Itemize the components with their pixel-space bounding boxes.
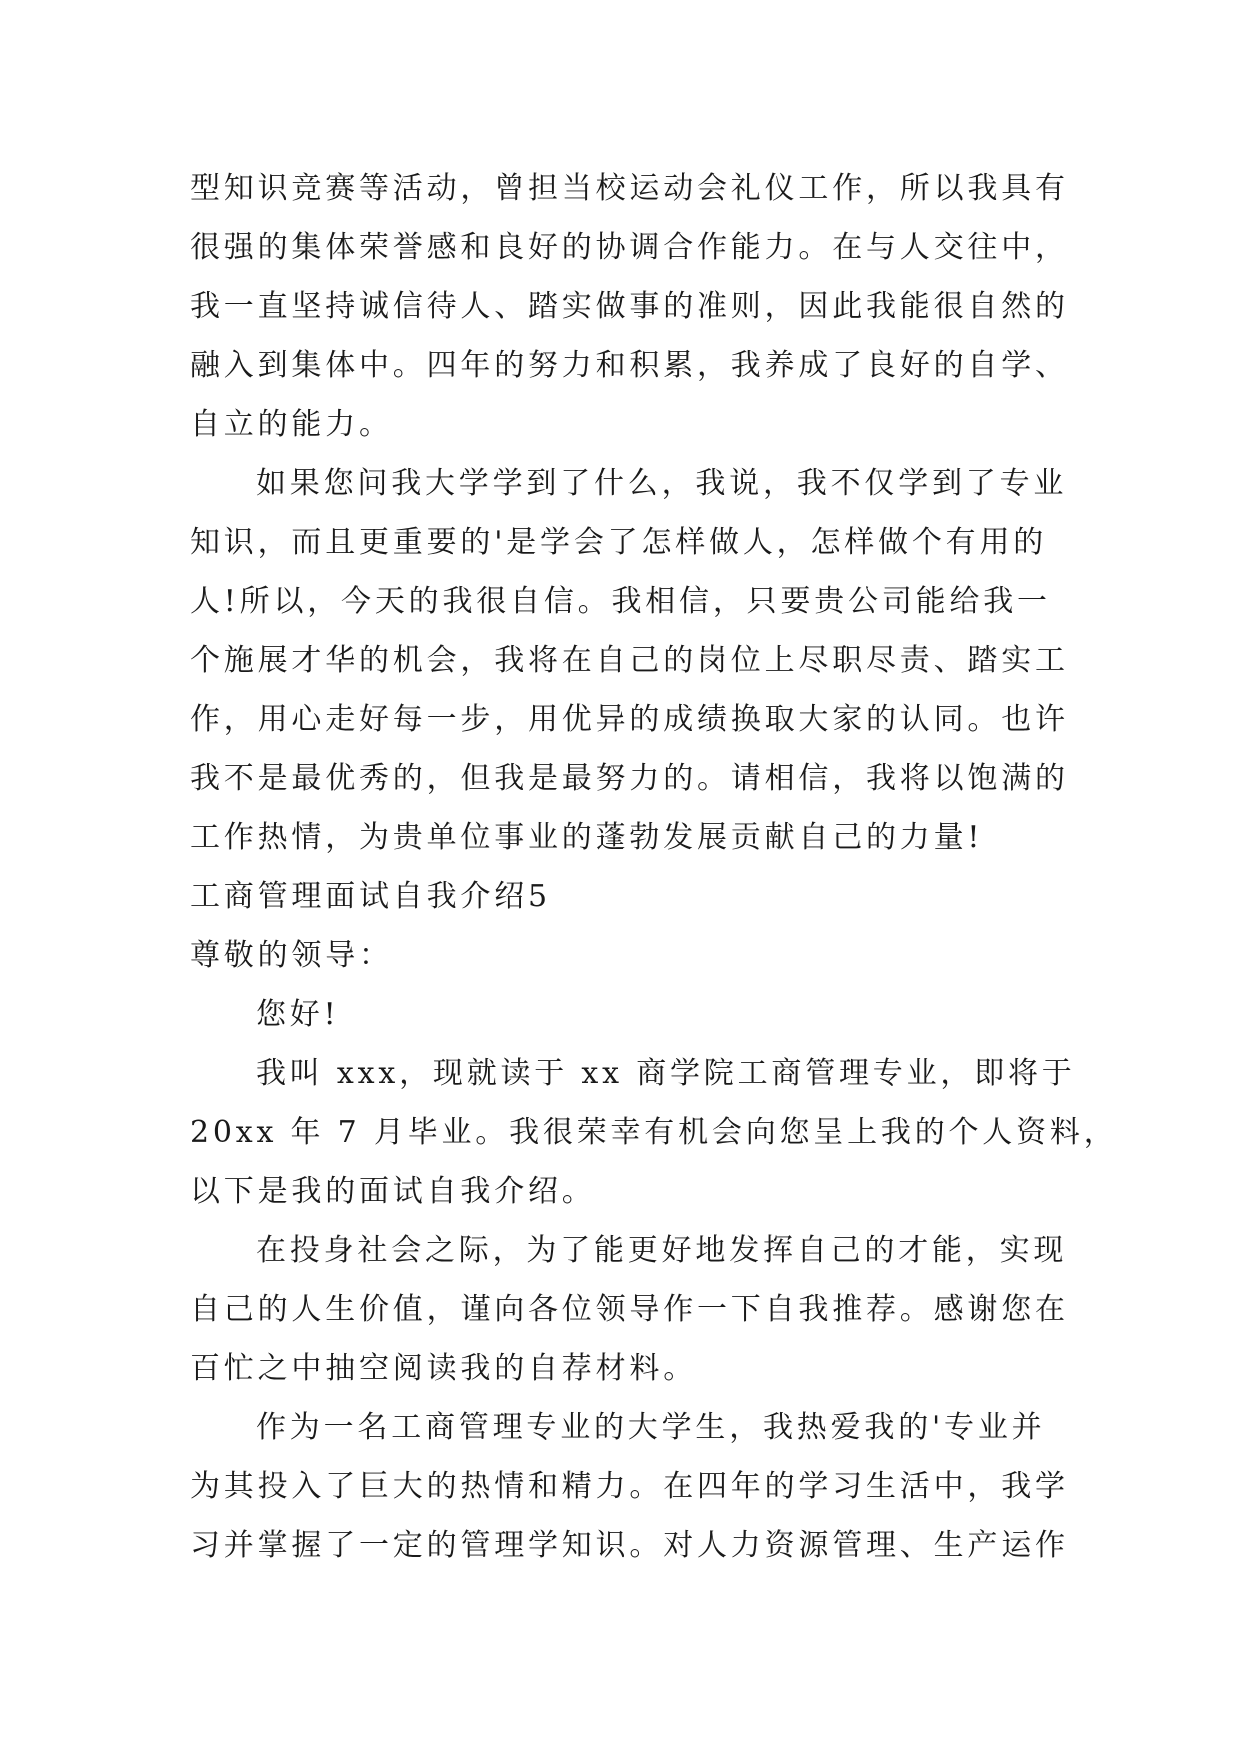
- body-line: 以下是我的面试自我介绍。: [190, 1174, 596, 1209]
- paragraph-first-line: 如果您问我大学学到了什么，我说，我不仅学到了专业: [256, 466, 1068, 501]
- section-heading: 工商管理面试自我介绍5: [190, 879, 551, 914]
- body-line: 自立的能力。: [190, 407, 393, 442]
- salutation: 尊敬的领导：: [190, 938, 393, 973]
- body-line: 习并掌握了一定的管理学知识。对人力资源管理、生产运作: [190, 1528, 1069, 1563]
- body-line: 为其投入了巨大的热情和精力。在四年的学习生活中，我学: [190, 1469, 1069, 1504]
- body-line: 作，用心走好每一步，用优异的成绩换取大家的认同。也许: [190, 702, 1069, 737]
- body-line: 自己的人生价值，谨向各位领导作一下自我推荐。感谢您在: [190, 1292, 1069, 1327]
- body-line: 很强的集体荣誉感和良好的协调合作能力。在与人交往中，: [190, 230, 1069, 265]
- document-page: [190, 159, 1118, 1575]
- body-line: 20xx 年 7 月毕业。我很荣幸有机会向您呈上我的个人资料，: [190, 1115, 1118, 1150]
- body-line: 百忙之中抽空阅读我的自荐材料。: [190, 1351, 697, 1386]
- body-line: 融入到集体中。四年的努力和积累，我养成了良好的自学、: [190, 348, 1069, 383]
- body-line: 人!所以，今天的我很自信。我相信，只要贵公司能给我一: [190, 584, 1051, 619]
- body-line: 个施展才华的机会，我将在自己的岗位上尽职尽责、踏实工: [190, 643, 1069, 678]
- greeting: 您好!: [256, 997, 340, 1032]
- body-line: 工作热情，为贵单位事业的蓬勃发展贡献自己的力量!: [190, 820, 984, 855]
- body-line: 型知识竞赛等活动，曾担当校运动会礼仪工作，所以我具有: [190, 171, 1069, 206]
- body-line: 我一直坚持诚信待人、踏实做事的准则，因此我能很自然的: [190, 289, 1069, 324]
- paragraph-first-line: 在投身社会之际，为了能更好地发挥自己的才能，实现: [256, 1233, 1068, 1268]
- paragraph-first-line: 作为一名工商管理专业的大学生，我热爱我的'专业并: [256, 1410, 1046, 1445]
- body-line: 我不是最优秀的，但我是最努力的。请相信，我将以饱满的: [190, 761, 1069, 796]
- body-line: 知识，而且更重要的'是学会了怎样做人，怎样做个有用的: [190, 525, 1048, 560]
- paragraph-first-line: 我叫 xxx，现就读于 xx 商学院工商管理专业，即将于: [256, 1056, 1076, 1091]
